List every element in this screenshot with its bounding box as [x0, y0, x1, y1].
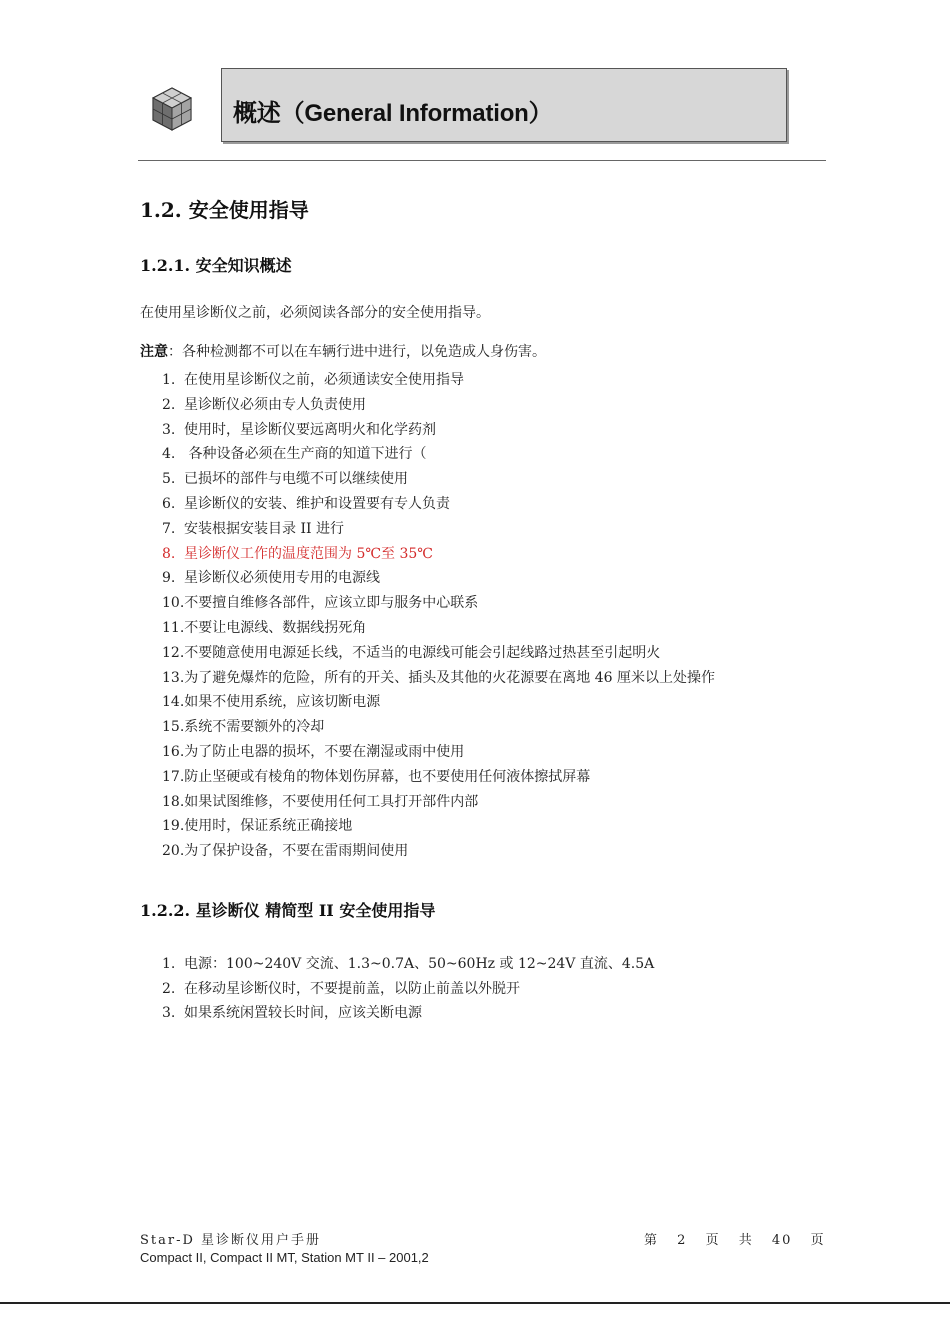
note-label: 注意 — [140, 344, 168, 360]
note-text: ：各种检测都不可以在车辆行进中进行，以免造成人身伤害。 — [168, 344, 546, 360]
list-item-text: 为了防止电器的损坏，不要在潮湿或雨中使用 — [184, 743, 465, 760]
page-indicator — [644, 1229, 838, 1248]
list-item — [162, 517, 715, 542]
page-title: 概述（General Information） — [233, 100, 553, 127]
footer-divider — [0, 1302, 950, 1304]
subsection-heading-2: 1.2.2. 星诊断仪 精简型 II 安全使用指导 — [140, 901, 436, 920]
page-label: 第 — [644, 1233, 660, 1248]
list-item-text: 在使用星诊断仪之前，必须通读安全使用指导 — [184, 372, 464, 388]
total-pages: 40 — [771, 1233, 793, 1248]
list-item-number: 11. — [162, 619, 185, 636]
header-divider — [138, 160, 826, 161]
list-item — [162, 566, 715, 591]
list-item-number: 3. — [162, 421, 176, 438]
list-item-text: 系统不需要额外的冷却 — [184, 719, 325, 736]
list-item-number: 20. — [162, 843, 185, 860]
list-item-text: 为了保护设备，不要在雷雨期间使用 — [184, 843, 409, 860]
list-item-number: 8. — [162, 545, 176, 562]
list-item-number: 6. — [162, 495, 176, 512]
footer-left — [140, 1229, 429, 1265]
list-item — [162, 666, 715, 691]
list-item — [162, 977, 654, 1002]
list-item-number: 14. — [162, 694, 185, 711]
page-number: 2 — [677, 1233, 688, 1248]
list-item-number: 1. — [162, 372, 176, 388]
list-item-number: 3. — [162, 1005, 176, 1021]
list-item-text: 为了避免爆炸的危险，所有的开关、插头及其他的火花源要在离地 46 厘米以上处操作 — [184, 669, 715, 686]
page-label-3: 页 — [810, 1233, 826, 1248]
list-item-text: 如果系统闲置较长时间，应该关断电源 — [184, 1005, 422, 1021]
list-item-text: 星诊断仪的安装、维护和设置要有专人负责 — [184, 495, 450, 512]
list-item-text: 使用时，保证系统正确接地 — [184, 818, 353, 835]
list-item — [162, 952, 654, 977]
list-item — [162, 765, 715, 790]
list-item-number: 2. — [162, 396, 176, 413]
list-item-text: 防止坚硬或有棱角的物体划伤屏幕，也不要使用任何液体擦拭屏幕 — [184, 768, 591, 785]
list-item-text: 星诊断仪必须使用专用的电源线 — [184, 570, 380, 587]
list-item — [162, 418, 715, 443]
note-paragraph — [140, 341, 546, 361]
list-item-number: 12. — [162, 644, 185, 661]
list-item-number: 7. — [162, 520, 176, 537]
list-item — [162, 591, 715, 616]
footer-manual-title: Star-D 星诊断仪用户手册 — [140, 1233, 322, 1248]
list-item-text: 使用时，星诊断仪要远离明火和化学药剂 — [184, 421, 436, 438]
list-item-text: 在移动星诊断仪时，不要提前盖，以防止前盖以外脱开 — [184, 980, 520, 997]
list-item — [162, 542, 715, 567]
list-item — [162, 616, 715, 641]
list-item-number: 1. — [162, 956, 176, 972]
list-item-text: 如果试图维修，不要使用任何工具打开部件内部 — [184, 793, 479, 810]
list-item-number: 5. — [162, 471, 176, 488]
list-item-text: 各种设备必须在生产商的知道下进行（ — [184, 446, 427, 463]
list-item — [162, 839, 715, 864]
list-item — [162, 641, 715, 666]
list-item-number: 17. — [162, 768, 185, 785]
list-item — [162, 467, 715, 492]
total-label: 共 — [738, 1233, 754, 1248]
list-item-text: 电源：100~240V 交流、1.3~0.7A、50~60Hz 或 12~24V 直流、4.5A — [184, 956, 655, 972]
list-item-number: 4. — [162, 446, 176, 463]
list-item-text: 不要随意使用电源延长线，不适当的电源线可能会引起线路过热甚至引起明火 — [184, 644, 661, 661]
list-item — [162, 393, 715, 418]
page-label-2: 页 — [705, 1233, 721, 1248]
list-item-text: 星诊断仪工作的温度范围为 5℃至 35℃ — [184, 545, 433, 562]
list-item-text: 星诊断仪必须由专人负责使用 — [184, 396, 366, 413]
list-item — [162, 442, 715, 467]
header-title-box — [221, 68, 787, 142]
list-item-number: 13. — [162, 669, 185, 686]
list-item-text: 不要擅自维修各部件，应该立即与服务中心联系 — [184, 595, 479, 612]
list-item-number: 16. — [162, 743, 185, 760]
list-item — [162, 368, 715, 393]
list-item — [162, 690, 715, 715]
compact-safety-list — [162, 952, 654, 1026]
intro-paragraph: 在使用星诊断仪之前，必须阅读各部分的安全使用指导。 — [140, 305, 490, 321]
list-item-text: 如果不使用系统，应该切断电源 — [184, 694, 381, 711]
list-item-text: 安装根据安装目录 II 进行 — [184, 520, 344, 537]
list-item — [162, 492, 715, 517]
list-item — [162, 740, 715, 765]
list-item — [162, 814, 715, 839]
list-item — [162, 1001, 654, 1026]
list-item-number: 10. — [162, 595, 185, 612]
list-item-text: 不要让电源线、数据线拐死角 — [184, 619, 367, 636]
list-item — [162, 715, 715, 740]
list-item-number: 9. — [162, 570, 176, 587]
subsection-heading-1: 1.2.1. 安全知识概述 — [140, 256, 292, 275]
list-item — [162, 790, 715, 815]
safety-list — [162, 368, 715, 864]
cube-icon — [151, 86, 193, 132]
list-item-text: 已损坏的部件与电缆不可以继续使用 — [184, 471, 408, 488]
footer-models: Compact II, Compact II MT, Station MT II – 2001,2 — [140, 1250, 429, 1265]
list-item-number: 15. — [162, 719, 185, 736]
list-item-number: 18. — [162, 793, 185, 810]
list-item-number: 2. — [162, 980, 176, 997]
section-heading: 1.2. 安全使用指导 — [140, 198, 309, 222]
list-item-number: 19. — [162, 818, 185, 835]
